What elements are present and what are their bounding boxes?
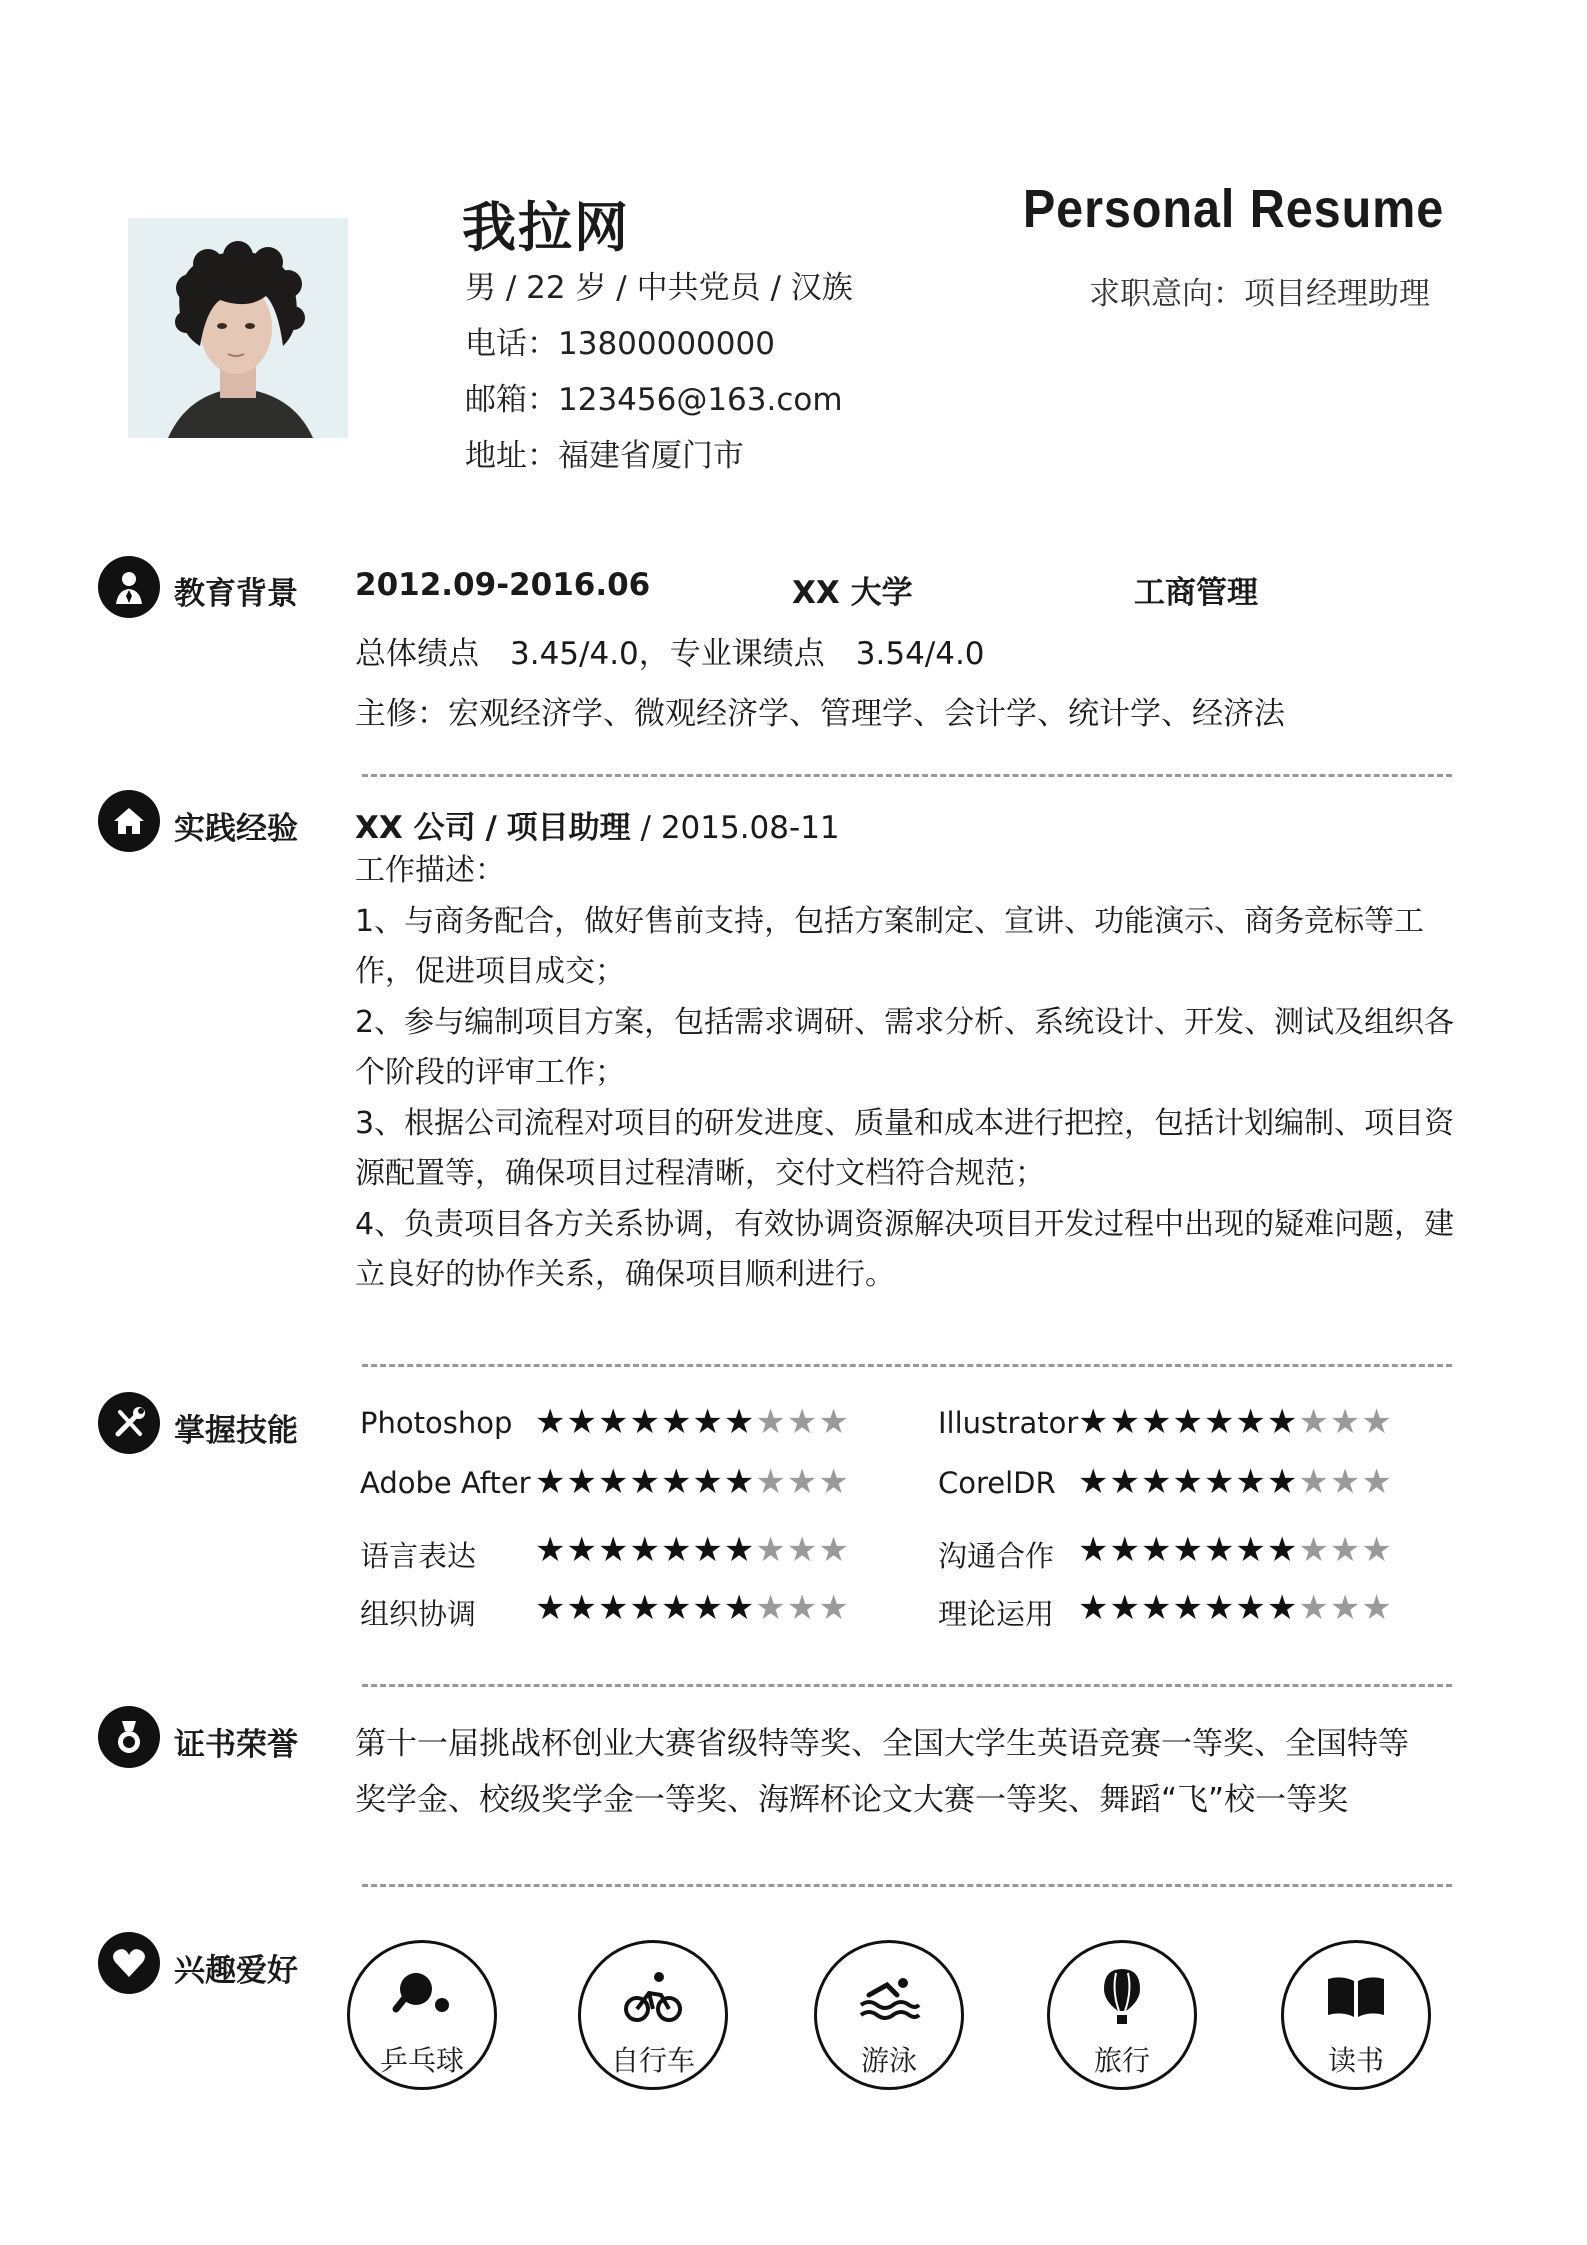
- star-empty-icon: ★: [786, 1588, 819, 1628]
- star-filled-icon: ★: [723, 1588, 756, 1628]
- skill-rating: [1078, 1402, 1393, 1442]
- skill-label: 沟通合作: [938, 1539, 1055, 1573]
- star-filled-icon: ★: [1109, 1530, 1141, 1570]
- candidate-name: 我拉网: [462, 196, 630, 259]
- star-filled-icon: ★: [660, 1588, 693, 1628]
- skill-rating: [1078, 1588, 1393, 1628]
- tools-icon: [98, 1392, 160, 1454]
- honors-line: 奖学金、校级奖学金一等奖、海辉杯论文大赛一等奖、舞蹈“飞”校一等奖: [355, 1782, 1349, 1818]
- star-empty-icon: ★: [818, 1402, 850, 1442]
- basic-info: 男 / 22 岁 / 中共党员 / 汉族: [465, 270, 853, 306]
- star-filled-icon: ★: [1140, 1530, 1173, 1570]
- star-filled-icon: ★: [535, 1462, 567, 1502]
- practice-item: 3、根据公司流程对项目的研发进度、质量和成本进行把控，包括计划编制、项目资源配置等，确保项目过程清晰，交付文档符合规范；: [355, 1105, 1455, 1191]
- star-filled-icon: ★: [566, 1588, 598, 1628]
- star-filled-icon: ★: [629, 1462, 661, 1502]
- star-empty-icon: ★: [1329, 1402, 1362, 1442]
- divider: [362, 774, 1452, 777]
- star-empty-icon: ★: [1329, 1530, 1362, 1570]
- divider: [362, 1884, 1452, 1887]
- star-filled-icon: ★: [1172, 1530, 1204, 1570]
- practice-item: 4、负责项目各方关系协调，有效协调资源解决项目开发过程中出现的疑难问题，建立良好的协作关系，确保项目顺利进行。: [355, 1206, 1455, 1292]
- star-filled-icon: ★: [1172, 1462, 1204, 1502]
- star-empty-icon: ★: [755, 1588, 787, 1628]
- star-filled-icon: ★: [629, 1530, 661, 1570]
- star-filled-icon: ★: [1109, 1588, 1141, 1628]
- hobby-label: 自行车: [610, 2044, 695, 2077]
- practice-company: XX 公司: [355, 810, 476, 846]
- star-filled-icon: ★: [1140, 1402, 1173, 1442]
- bicycle-icon: [621, 1965, 685, 2029]
- star-filled-icon: ★: [1140, 1462, 1173, 1502]
- star-empty-icon: ★: [1298, 1462, 1330, 1502]
- star-filled-icon: ★: [1203, 1588, 1236, 1628]
- book-icon: [1324, 1965, 1388, 2029]
- star-filled-icon: ★: [1235, 1462, 1267, 1502]
- star-filled-icon: ★: [535, 1402, 567, 1442]
- skill-label: Illustrator: [938, 1406, 1079, 1440]
- hobby-cycling: [578, 1940, 728, 2090]
- star-filled-icon: ★: [1266, 1402, 1299, 1442]
- star-filled-icon: ★: [535, 1530, 567, 1570]
- star-filled-icon: ★: [692, 1402, 724, 1442]
- hobbies-heading: 兴趣爱好: [174, 1953, 298, 1989]
- hobby-label: 读书: [1327, 2044, 1384, 2077]
- education-icon: [98, 556, 160, 618]
- skill-label: 语言表达: [360, 1539, 477, 1573]
- star-filled-icon: ★: [1109, 1462, 1141, 1502]
- star-filled-icon: ★: [1172, 1402, 1204, 1442]
- star-filled-icon: ★: [692, 1462, 724, 1502]
- hobby-label: 旅行: [1093, 2044, 1150, 2077]
- star-filled-icon: ★: [1078, 1530, 1110, 1570]
- star-filled-icon: ★: [566, 1530, 598, 1570]
- star-filled-icon: ★: [1203, 1462, 1236, 1502]
- skill-rating: [535, 1588, 850, 1628]
- star-filled-icon: ★: [566, 1462, 598, 1502]
- skills-heading: 掌握技能: [174, 1413, 298, 1449]
- star-filled-icon: ★: [1235, 1402, 1267, 1442]
- star-filled-icon: ★: [566, 1402, 598, 1442]
- star-empty-icon: ★: [1361, 1462, 1393, 1502]
- star-filled-icon: ★: [660, 1462, 693, 1502]
- star-filled-icon: ★: [597, 1588, 630, 1628]
- star-filled-icon: ★: [1078, 1462, 1110, 1502]
- star-filled-icon: ★: [1203, 1402, 1236, 1442]
- education-period: 2012.09-2016.06: [355, 567, 651, 603]
- practice-description: [355, 846, 1470, 1301]
- avatar: [128, 218, 348, 438]
- star-filled-icon: ★: [1078, 1402, 1110, 1442]
- hobby-label: 乒乓球: [379, 2044, 464, 2077]
- star-empty-icon: ★: [818, 1462, 850, 1502]
- skill-label: 理论运用: [938, 1597, 1055, 1631]
- star-empty-icon: ★: [786, 1530, 819, 1570]
- star-filled-icon: ★: [1235, 1530, 1267, 1570]
- star-filled-icon: ★: [723, 1402, 756, 1442]
- star-empty-icon: ★: [1298, 1530, 1330, 1570]
- star-empty-icon: ★: [1298, 1402, 1330, 1442]
- star-filled-icon: ★: [692, 1530, 724, 1570]
- star-empty-icon: ★: [786, 1402, 819, 1442]
- star-filled-icon: ★: [629, 1588, 661, 1628]
- star-filled-icon: ★: [1266, 1462, 1299, 1502]
- star-filled-icon: ★: [1266, 1530, 1299, 1570]
- star-empty-icon: ★: [1329, 1462, 1362, 1502]
- star-filled-icon: ★: [1266, 1588, 1299, 1628]
- swimming-icon: [857, 1965, 921, 2029]
- home-icon: [98, 790, 160, 852]
- star-filled-icon: ★: [660, 1402, 693, 1442]
- star-empty-icon: ★: [1361, 1588, 1393, 1628]
- skill-label: CorelDR: [938, 1466, 1056, 1500]
- heart-icon: [98, 1932, 160, 1994]
- star-empty-icon: ★: [1361, 1402, 1393, 1442]
- honors-line: 第十一届挑战杯创业大赛省级特等奖、全国大学生英语竞赛一等奖、全国特等: [355, 1726, 1409, 1762]
- star-filled-icon: ★: [1078, 1588, 1110, 1628]
- practice-period: / 2015.08-11: [640, 810, 840, 846]
- honors-heading: 证书荣誉: [174, 1727, 298, 1763]
- skill-label: Adobe After: [360, 1466, 531, 1500]
- skill-label: 组织协调: [360, 1597, 477, 1631]
- profile-photo: [128, 218, 348, 438]
- job-intent: 求职意向：项目经理助理: [1089, 276, 1430, 312]
- skill-rating: [535, 1462, 850, 1502]
- hobby-label: 游泳: [860, 2044, 917, 2077]
- star-empty-icon: ★: [1298, 1588, 1330, 1628]
- star-empty-icon: ★: [755, 1530, 787, 1570]
- star-filled-icon: ★: [692, 1588, 724, 1628]
- star-filled-icon: ★: [535, 1588, 567, 1628]
- divider: [362, 1684, 1452, 1687]
- practice-separator: /: [485, 810, 497, 846]
- star-filled-icon: ★: [723, 1530, 756, 1570]
- education-courses: 主修：宏观经济学、微观经济学、管理学、会计学、统计学、经济法: [355, 696, 1285, 732]
- resume-title: Personal Resume: [1022, 179, 1444, 239]
- star-filled-icon: ★: [1140, 1588, 1173, 1628]
- skill-label: Photoshop: [360, 1406, 513, 1440]
- star-filled-icon: ★: [629, 1402, 661, 1442]
- ping-pong-icon: [390, 1965, 454, 2029]
- hot-air-balloon-icon: [1090, 1965, 1154, 2029]
- star-filled-icon: ★: [660, 1530, 693, 1570]
- star-filled-icon: ★: [1203, 1530, 1236, 1570]
- star-empty-icon: ★: [1329, 1588, 1362, 1628]
- education-heading: 教育背景: [174, 576, 298, 612]
- skill-rating: [535, 1402, 850, 1442]
- medal-icon: [98, 1706, 160, 1768]
- practice-heading: 实践经验: [174, 811, 298, 847]
- phone-info: 电话：13800000000: [465, 326, 775, 362]
- hobby-ping-pong: [347, 1940, 497, 2090]
- education-major: 工商管理: [1134, 575, 1258, 611]
- star-filled-icon: ★: [1235, 1588, 1267, 1628]
- email-info: 邮箱：123456@163.com: [465, 382, 843, 418]
- skill-rating: [535, 1530, 850, 1570]
- practice-role: 项目助理: [506, 810, 631, 846]
- star-empty-icon: ★: [755, 1402, 787, 1442]
- hobby-travel: [1047, 1940, 1197, 2090]
- star-empty-icon: ★: [818, 1588, 850, 1628]
- star-empty-icon: ★: [1361, 1530, 1393, 1570]
- skill-rating: [1078, 1462, 1393, 1502]
- practice-item: 1、与商务配合，做好售前支持，包括方案制定、宣讲、功能演示、商务竞标等工作，促进项目成交；: [355, 903, 1425, 989]
- star-filled-icon: ★: [597, 1402, 630, 1442]
- star-filled-icon: ★: [1109, 1402, 1141, 1442]
- star-filled-icon: ★: [723, 1462, 756, 1502]
- star-filled-icon: ★: [1172, 1588, 1204, 1628]
- star-filled-icon: ★: [597, 1530, 630, 1570]
- practice-desc-label: 工作描述：: [355, 853, 505, 888]
- star-empty-icon: ★: [786, 1462, 819, 1502]
- education-school: XX 大学: [792, 575, 913, 611]
- address-info: 地址：福建省厦门市: [465, 438, 744, 474]
- practice-item: 2、参与编制项目方案，包括需求调研、需求分析、系统设计、开发、测试及组织各个阶段的评审工作；: [355, 1004, 1455, 1090]
- star-filled-icon: ★: [597, 1462, 630, 1502]
- skill-rating: [1078, 1530, 1393, 1570]
- hobby-swimming: [814, 1940, 964, 2090]
- divider: [362, 1364, 1452, 1367]
- education-gpa: 总体绩点 3.45/4.0，专业课绩点 3.54/4.0: [355, 636, 985, 672]
- hobby-reading: [1281, 1940, 1431, 2090]
- star-empty-icon: ★: [755, 1462, 787, 1502]
- star-empty-icon: ★: [818, 1530, 850, 1570]
- practice-title: [355, 802, 840, 847]
